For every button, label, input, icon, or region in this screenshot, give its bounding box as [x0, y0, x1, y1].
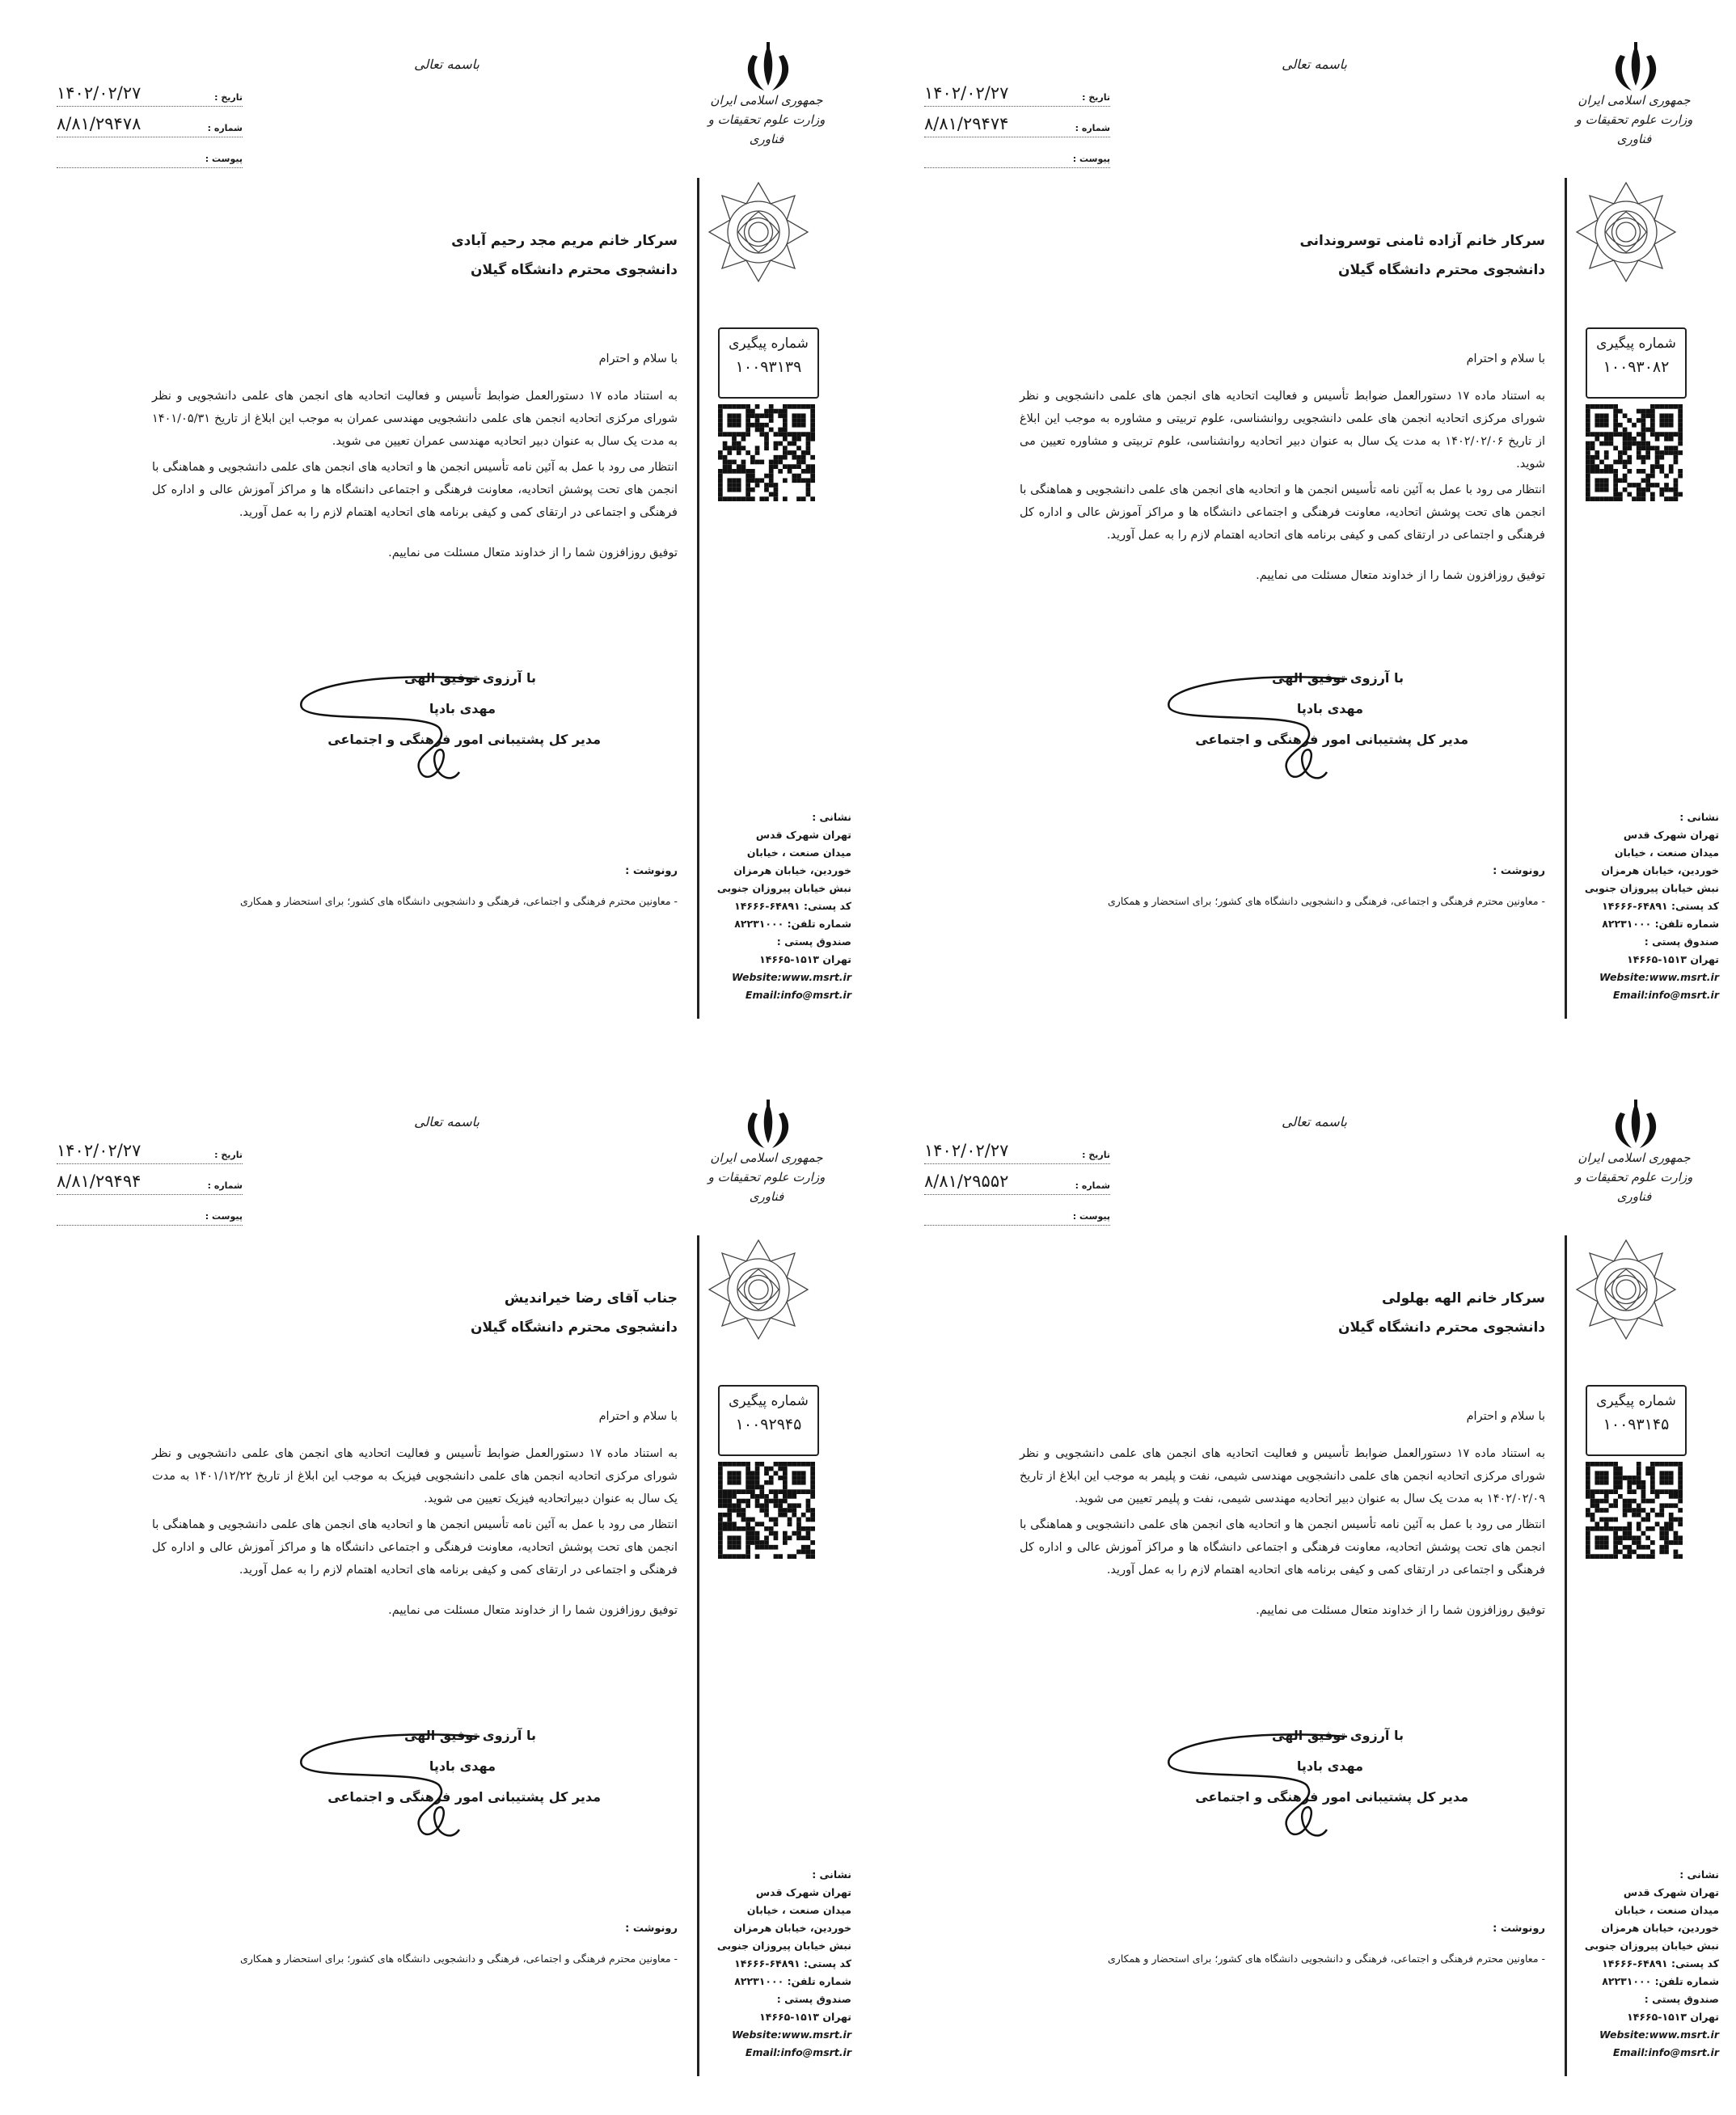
body-paragraph-2: انتظار می رود با عمل به آئین نامه تأسیس انجمن ها و اتحادیه های انجمن های علمی دانشجویی و هماهنگی با انجمن های تحت پوشش اتحادیه، معاونت فرهنگی و اجتماعی دانشگاه ها و مراکز آموزش عالی و اداره کل فرهنگی و اجتماعی در ارتقای کمی و کیفی برنامه های اتحادیه اهتمام لازم را به عمل آورید.: [152, 461, 678, 519]
number-value: ۸/۸۱/۲۹۵۵۲: [924, 1171, 1009, 1191]
handwritten-signature-icon: [1145, 663, 1388, 792]
recipient-title: دانشجوی محترم دانشگاه گیلان: [1337, 1319, 1545, 1336]
attachment-row: [57, 1198, 243, 1226]
date-value: ۱۴۰۲/۰۲/۲۷: [924, 1141, 1009, 1160]
greeting: با سلام و احترام: [598, 352, 678, 365]
recipient-name: سرکار خانم مریم مجد رحیم آبادی: [451, 233, 678, 249]
attachment-row: [57, 141, 243, 168]
ministry-name: [690, 91, 843, 149]
letter-body: [1020, 348, 1545, 590]
address-line: تهران ۱۵۱۳-۱۴۶۶۵: [1627, 2011, 1719, 2023]
greeting: با سلام و احترام: [598, 1410, 678, 1423]
recipient-block: [257, 226, 678, 285]
cc-label: رونوشت :: [625, 865, 678, 877]
signature-wish: با آرزوی توفیق الهی: [1272, 670, 1404, 686]
address-line: میدان صنعت ، خیابان: [1614, 1904, 1719, 1916]
recipient-block: [1125, 1284, 1545, 1342]
recipient-block: [257, 1284, 678, 1342]
address-line: تهران شهرک قدس: [1623, 829, 1719, 841]
cc-block: [979, 1923, 1545, 1965]
tracking-number: ۱۰۰۹۳۰۸۲: [1603, 358, 1670, 376]
signatory-title: مدیر کل پشتیبانی امور فرهنگی و اجتماعی: [1195, 732, 1468, 747]
address-line: میدان صنعت ، خیابان: [1614, 846, 1719, 859]
ornament-seal-icon: [1573, 1237, 1679, 1342]
basmala: باسمه تعالی: [414, 1114, 479, 1129]
handwritten-signature-icon: [1145, 1720, 1388, 1850]
cc-text: - معاونین محترم فرهنگی و اجتماعی، فرهنگی و دانشجویی دانشگاه های کشور؛ برای استحضار و همکاری: [240, 1952, 678, 1965]
address-line: کد پستی: ۶۴۸۹۱-۱۴۶۶۶: [1602, 900, 1719, 912]
iran-emblem-icon: [1607, 40, 1664, 97]
date-row: [924, 1137, 1110, 1164]
basmala: باسمه تعالی: [1282, 1114, 1347, 1129]
number-label: شماره :: [207, 123, 243, 133]
address-line: نبش خیابان پیروزان جنوبی: [716, 1940, 851, 1952]
number-value: ۸/۸۱/۲۹۴۹۴: [57, 1171, 141, 1191]
recipient-title: دانشجوی محترم دانشگاه گیلان: [1337, 262, 1545, 278]
cc-label: رونوشت :: [625, 1923, 678, 1935]
cc-text: - معاونین محترم فرهنگی و اجتماعی، فرهنگی و دانشجویی دانشگاه های کشور؛ برای استحضار و همکاری: [1108, 1952, 1545, 1965]
closing-line: توفیق روزافزون شما را از خداوند متعال مسئلت می نماییم.: [388, 1604, 678, 1617]
column-divider: [697, 1235, 699, 2076]
ministry-line-2: وزارت علوم تحقیقات و فناوری: [707, 1170, 826, 1204]
address-title: نشانی :: [812, 1868, 851, 1881]
address-line: کد پستی: ۶۴۸۹۱-۱۴۶۶۶: [1602, 1957, 1719, 1969]
tracking-number: ۱۰۰۹۳۱۳۹: [735, 358, 802, 376]
address-line: خوردین، خیابان هرمزان: [1601, 864, 1719, 876]
letter-meta: [57, 1137, 243, 1229]
cc-block: [112, 1923, 678, 1965]
signatory-name: مهدی بادپا: [429, 1758, 496, 1774]
iran-emblem-icon: [740, 1098, 796, 1155]
closing-line: توفیق روزافزون شما را از خداوند متعال مسئلت می نماییم.: [388, 547, 678, 559]
body-paragraph-1: به استناد ماده ۱۷ دستورالعمل ضوابط تأسیس و فعالیت اتحادیه های انجمن های علمی دانشجویی و نظر شورای مرکزی اتحادیه انجمن های علمی دانشجویی مهندسی عمران به موجب این ابلاغ از تاریخ ۱۴۰۱/۰۵/۳۱ به مدت یک سال به عنوان دبیر اتحادیه مهندسی عمران تعیین می شوید.: [152, 390, 678, 448]
letter-meta: [924, 1137, 1110, 1229]
date-row: [924, 79, 1110, 107]
ministry-line-2: وزارت علوم تحقیقات و فناوری: [1575, 1170, 1693, 1204]
address-line: کد پستی: ۶۴۸۹۱-۱۴۶۶۶: [734, 900, 851, 912]
letter-body: [152, 348, 678, 568]
address-line: نبش خیابان پیروزان جنوبی: [1584, 882, 1719, 894]
closing-line: توفیق روزافزون شما را از خداوند متعال مسئلت می نماییم.: [1256, 1604, 1545, 1617]
number-label: شماره :: [207, 1180, 243, 1191]
attachment-row: [924, 1198, 1110, 1226]
tracking-box: [1586, 1385, 1687, 1456]
date-label: تاریخ :: [1082, 92, 1110, 103]
greeting: با سلام و احترام: [1466, 352, 1545, 365]
date-row: [57, 79, 243, 107]
address-line: تهران شهرک قدس: [755, 829, 851, 841]
website-link[interactable]: Website:www.msrt.ir: [1599, 2028, 1719, 2041]
ornament-seal-icon: [1573, 179, 1679, 285]
email-link[interactable]: Email:info@msrt.ir: [745, 2046, 851, 2058]
website-link[interactable]: Website:www.msrt.ir: [732, 971, 851, 983]
address-line: کد پستی: ۶۴۸۹۱-۱۴۶۶۶: [734, 1957, 851, 1969]
body-paragraph-1: به استناد ماده ۱۷ دستورالعمل ضوابط تأسیس و فعالیت اتحادیه های انجمن های علمی دانشجویی و نظر شورای مرکزی اتحادیه انجمن های علمی دانشجویی مهندسی شیمی، نفت و پلیمر به موجب این ابلاغ از تاریخ ۱۴۰۲/۰۲/۰۹ به مدت یک سال به عنوان دبیر اتحادیه مهندسی شیمی، نفت و پلیمر تعیین می شوید.: [1020, 1447, 1545, 1505]
date-value: ۱۴۰۲/۰۲/۲۷: [57, 1141, 141, 1160]
attachment-label: پیوست :: [205, 154, 243, 164]
ministry-line-2: وزارت علوم تحقیقات و فناوری: [707, 112, 826, 146]
qr-code-icon: [1586, 1462, 1683, 1559]
letter-body: [1020, 1405, 1545, 1625]
number-label: شماره :: [1075, 123, 1110, 133]
date-label: تاریخ :: [214, 1150, 243, 1160]
iran-emblem-icon: [740, 40, 796, 97]
closing-line: توفیق روزافزون شما را از خداوند متعال مسئلت می نماییم.: [1256, 569, 1545, 582]
address-title: نشانی :: [1679, 1868, 1719, 1881]
address-line: شماره تلفن: ۸۲۲۳۱۰۰۰: [1602, 1975, 1719, 1987]
number-row: [924, 110, 1110, 137]
qr-code-icon: [718, 1462, 815, 1559]
address-line: صندوق پستی :: [776, 1993, 851, 2005]
ornament-seal-icon: [706, 1237, 811, 1342]
date-row: [57, 1137, 243, 1164]
address-line: نبش خیابان پیروزان جنوبی: [1584, 1940, 1719, 1952]
tracking-label: شماره پیگیری: [729, 1393, 809, 1409]
address-block: [702, 808, 851, 1004]
tracking-label: شماره پیگیری: [1596, 1393, 1676, 1409]
ministry-line-1: جمهوری اسلامی ایران: [1578, 93, 1691, 108]
address-block: [702, 1866, 851, 2062]
address-block: [1569, 808, 1719, 1004]
ministry-line-1: جمهوری اسلامی ایران: [710, 1150, 823, 1165]
email-link[interactable]: Email:info@msrt.ir: [1612, 989, 1719, 1001]
address-line: شماره تلفن: ۸۲۲۳۱۰۰۰: [734, 1975, 851, 1987]
website-link[interactable]: Website:www.msrt.ir: [732, 2028, 851, 2041]
address-line: تهران شهرک قدس: [1623, 1886, 1719, 1898]
ministry-name: [1557, 91, 1711, 149]
ministry-line-1: جمهوری اسلامی ایران: [1578, 1150, 1691, 1165]
recipient-name: سرکار خانم الهه بهلولی: [1382, 1290, 1545, 1307]
attachment-label: پیوست :: [1072, 154, 1110, 164]
signatory-title: مدیر کل پشتیبانی امور فرهنگی و اجتماعی: [1195, 1789, 1468, 1805]
basmala: باسمه تعالی: [1282, 57, 1347, 72]
number-label: شماره :: [1075, 1180, 1110, 1191]
number-value: ۸/۸۱/۲۹۴۷۸: [57, 114, 141, 133]
ministry-name: [1557, 1148, 1711, 1206]
address-line: میدان صنعت ، خیابان: [746, 1904, 851, 1916]
recipient-title: دانشجوی محترم دانشگاه گیلان: [470, 262, 678, 278]
cc-block: [979, 865, 1545, 907]
address-line: تهران ۱۵۱۳-۱۴۶۶۵: [759, 2011, 851, 2023]
cc-block: [112, 865, 678, 907]
body-paragraph-2: انتظار می رود با عمل به آئین نامه تأسیس انجمن ها و اتحادیه های انجمن های علمی دانشجویی و هماهنگی با انجمن های تحت پوشش اتحادیه، معاونت فرهنگی و اجتماعی دانشگاه ها و مراکز آموزش عالی و اداره کل فرهنگی و اجتماعی در ارتقای کمی و کیفی برنامه های اتحادیه اهتمام لازم را به عمل آورید.: [1020, 1518, 1545, 1577]
signature-wish: با آرزوی توفیق الهی: [404, 1728, 536, 1743]
signature-block: [1129, 1720, 1468, 1858]
tracking-box: [1586, 327, 1687, 399]
address-line: صندوق پستی :: [1644, 1993, 1719, 2005]
recipient-title: دانشجوی محترم دانشگاه گیلان: [470, 1319, 678, 1336]
address-line: نبش خیابان پیروزان جنوبی: [716, 882, 851, 894]
attachment-row: [924, 141, 1110, 168]
tracking-number: ۱۰۰۹۳۱۴۵: [1603, 1416, 1670, 1433]
tracking-label: شماره پیگیری: [729, 336, 809, 352]
address-line: تهران ۱۵۱۳-۱۴۶۶۵: [1627, 953, 1719, 965]
address-line: تهران شهرک قدس: [755, 1886, 851, 1898]
recipient-name: سرکار خانم آزاده ثامنی توسروندانی: [1299, 233, 1545, 249]
basmala: باسمه تعالی: [414, 57, 479, 72]
cc-label: رونوشت :: [1493, 1923, 1545, 1935]
recipient-name: جناب آقای رضا خیراندیش: [504, 1290, 678, 1307]
letter-3: [868, 1058, 1735, 2115]
body-paragraph-1: به استناد ماده ۱۷ دستورالعمل ضوابط تأسیس و فعالیت اتحادیه های انجمن های علمی دانشجویی و نظر شورای مرکزی اتحادیه انجمن های علمی دانشجویی روانشناسی، علوم تربیتی و مشاوره به موجب این ابلاغ از تاریخ ۱۴۰۲/۰۲/۰۶ به مدت یک سال به عنوان دبیر اتحادیه روانشناسی، علوم تربیتی و مشاوره تعیین می شوید.: [1020, 390, 1546, 471]
body-paragraph-2: انتظار می رود با عمل به آئین نامه تأسیس انجمن ها و اتحادیه های انجمن های علمی دانشجویی و هماهنگی با انجمن های تحت پوشش اتحادیه، معاونت فرهنگی و اجتماعی دانشگاه ها و مراکز آموزش عالی و اداره کل فرهنگی و اجتماعی در ارتقای کمی و کیفی برنامه های اتحادیه اهتمام لازم را به عمل آورید.: [1020, 483, 1545, 542]
address-line: تهران ۱۵۱۳-۱۴۶۶۵: [759, 953, 851, 965]
signature-block: [1129, 663, 1468, 800]
tracking-label: شماره پیگیری: [1596, 336, 1676, 352]
date-label: تاریخ :: [214, 92, 243, 103]
signature-wish: با آرزوی توفیق الهی: [1272, 1728, 1404, 1743]
column-divider: [1565, 1235, 1567, 2076]
tracking-number: ۱۰۰۹۲۹۴۵: [735, 1416, 802, 1433]
number-row: [924, 1167, 1110, 1195]
qr-code-icon: [718, 404, 815, 501]
address-line: صندوق پستی :: [1644, 935, 1719, 948]
letter-meta: [57, 79, 243, 171]
address-block: [1569, 1866, 1719, 2062]
greeting: با سلام و احترام: [1466, 1410, 1545, 1423]
address-line: خوردین، خیابان هرمزان: [733, 1922, 851, 1934]
email-link[interactable]: Email:info@msrt.ir: [745, 989, 851, 1001]
iran-emblem-icon: [1607, 1098, 1664, 1155]
address-line: شماره تلفن: ۸۲۲۳۱۰۰۰: [1602, 918, 1719, 930]
letter-4: [0, 1058, 868, 2115]
ministry-name: [690, 1148, 843, 1206]
signature-block: [261, 1720, 601, 1858]
recipient-block: [1125, 226, 1545, 285]
cc-text: - معاونین محترم فرهنگی و اجتماعی، فرهنگی و دانشجویی دانشگاه های کشور؛ برای استحضار و همکاری: [1108, 895, 1545, 907]
letter-2: [0, 0, 868, 1058]
ornament-seal-icon: [706, 179, 811, 285]
signatory-name: مهدی بادپا: [1296, 1758, 1363, 1774]
letter-meta: [924, 79, 1110, 171]
signatory-title: مدیر کل پشتیبانی امور فرهنگی و اجتماعی: [327, 732, 601, 747]
date-value: ۱۴۰۲/۰۲/۲۷: [924, 83, 1009, 103]
ministry-line-1: جمهوری اسلامی ایران: [710, 93, 823, 108]
address-line: شماره تلفن: ۸۲۲۳۱۰۰۰: [734, 918, 851, 930]
attachment-label: پیوست :: [205, 1211, 243, 1222]
date-value: ۱۴۰۲/۰۲/۲۷: [57, 83, 141, 103]
address-title: نشانی :: [1679, 811, 1719, 823]
body-paragraph-2: انتظار می رود با عمل به آئین نامه تأسیس انجمن ها و اتحادیه های انجمن های علمی دانشجویی و هماهنگی با انجمن های تحت پوشش اتحادیه، معاونت فرهنگی و اجتماعی دانشگاه ها و مراکز آموزش عالی و اداره کل فرهنگی و اجتماعی در ارتقای کمی و کیفی برنامه های اتحادیه اهتمام لازم را به عمل آورید.: [152, 1518, 678, 1577]
handwritten-signature-icon: [277, 1720, 520, 1850]
address-title: نشانی :: [812, 811, 851, 823]
date-label: تاریخ :: [1082, 1150, 1110, 1160]
body-paragraph-1: به استناد ماده ۱۷ دستورالعمل ضوابط تأسیس و فعالیت اتحادیه های انجمن های علمی دانشجویی و نظر شورای مرکزی اتحادیه انجمن های علمی دانشجویی فیزیک به موجب این ابلاغ از تاریخ ۱۴۰۱/۱۲/۲۲ به مدت یک سال به عنوان دبیراتحادیه فیزیک تعیین می شوید.: [152, 1447, 678, 1505]
qr-code-icon: [1586, 404, 1683, 501]
signatory-name: مهدی بادپا: [1296, 701, 1363, 716]
letter-1: [868, 0, 1735, 1058]
tracking-box: [718, 327, 819, 399]
number-row: [57, 1167, 243, 1195]
letter-body: [152, 1405, 678, 1625]
ministry-line-2: وزارت علوم تحقیقات و فناوری: [1575, 112, 1693, 146]
column-divider: [1565, 178, 1567, 1019]
number-row: [57, 110, 243, 137]
signature-wish: با آرزوی توفیق الهی: [404, 670, 536, 686]
cc-text: - معاونین محترم فرهنگی و اجتماعی، فرهنگی و دانشجویی دانشگاه های کشور؛ برای استحضار و همکاری: [240, 895, 678, 907]
address-line: خوردین، خیابان هرمزان: [1601, 1922, 1719, 1934]
address-line: میدان صنعت ، خیابان: [746, 846, 851, 859]
signatory-name: مهدی بادپا: [429, 701, 496, 716]
attachment-label: پیوست :: [1072, 1211, 1110, 1222]
cc-label: رونوشت :: [1493, 865, 1545, 877]
address-line: خوردین، خیابان هرمزان: [733, 864, 851, 876]
column-divider: [697, 178, 699, 1019]
address-line: صندوق پستی :: [776, 935, 851, 948]
signatory-title: مدیر کل پشتیبانی امور فرهنگی و اجتماعی: [327, 1789, 601, 1805]
number-value: ۸/۸۱/۲۹۴۷۴: [924, 114, 1009, 133]
email-link[interactable]: Email:info@msrt.ir: [1612, 2046, 1719, 2058]
handwritten-signature-icon: [277, 663, 520, 792]
tracking-box: [718, 1385, 819, 1456]
signature-block: [261, 663, 601, 800]
website-link[interactable]: Website:www.msrt.ir: [1599, 971, 1719, 983]
